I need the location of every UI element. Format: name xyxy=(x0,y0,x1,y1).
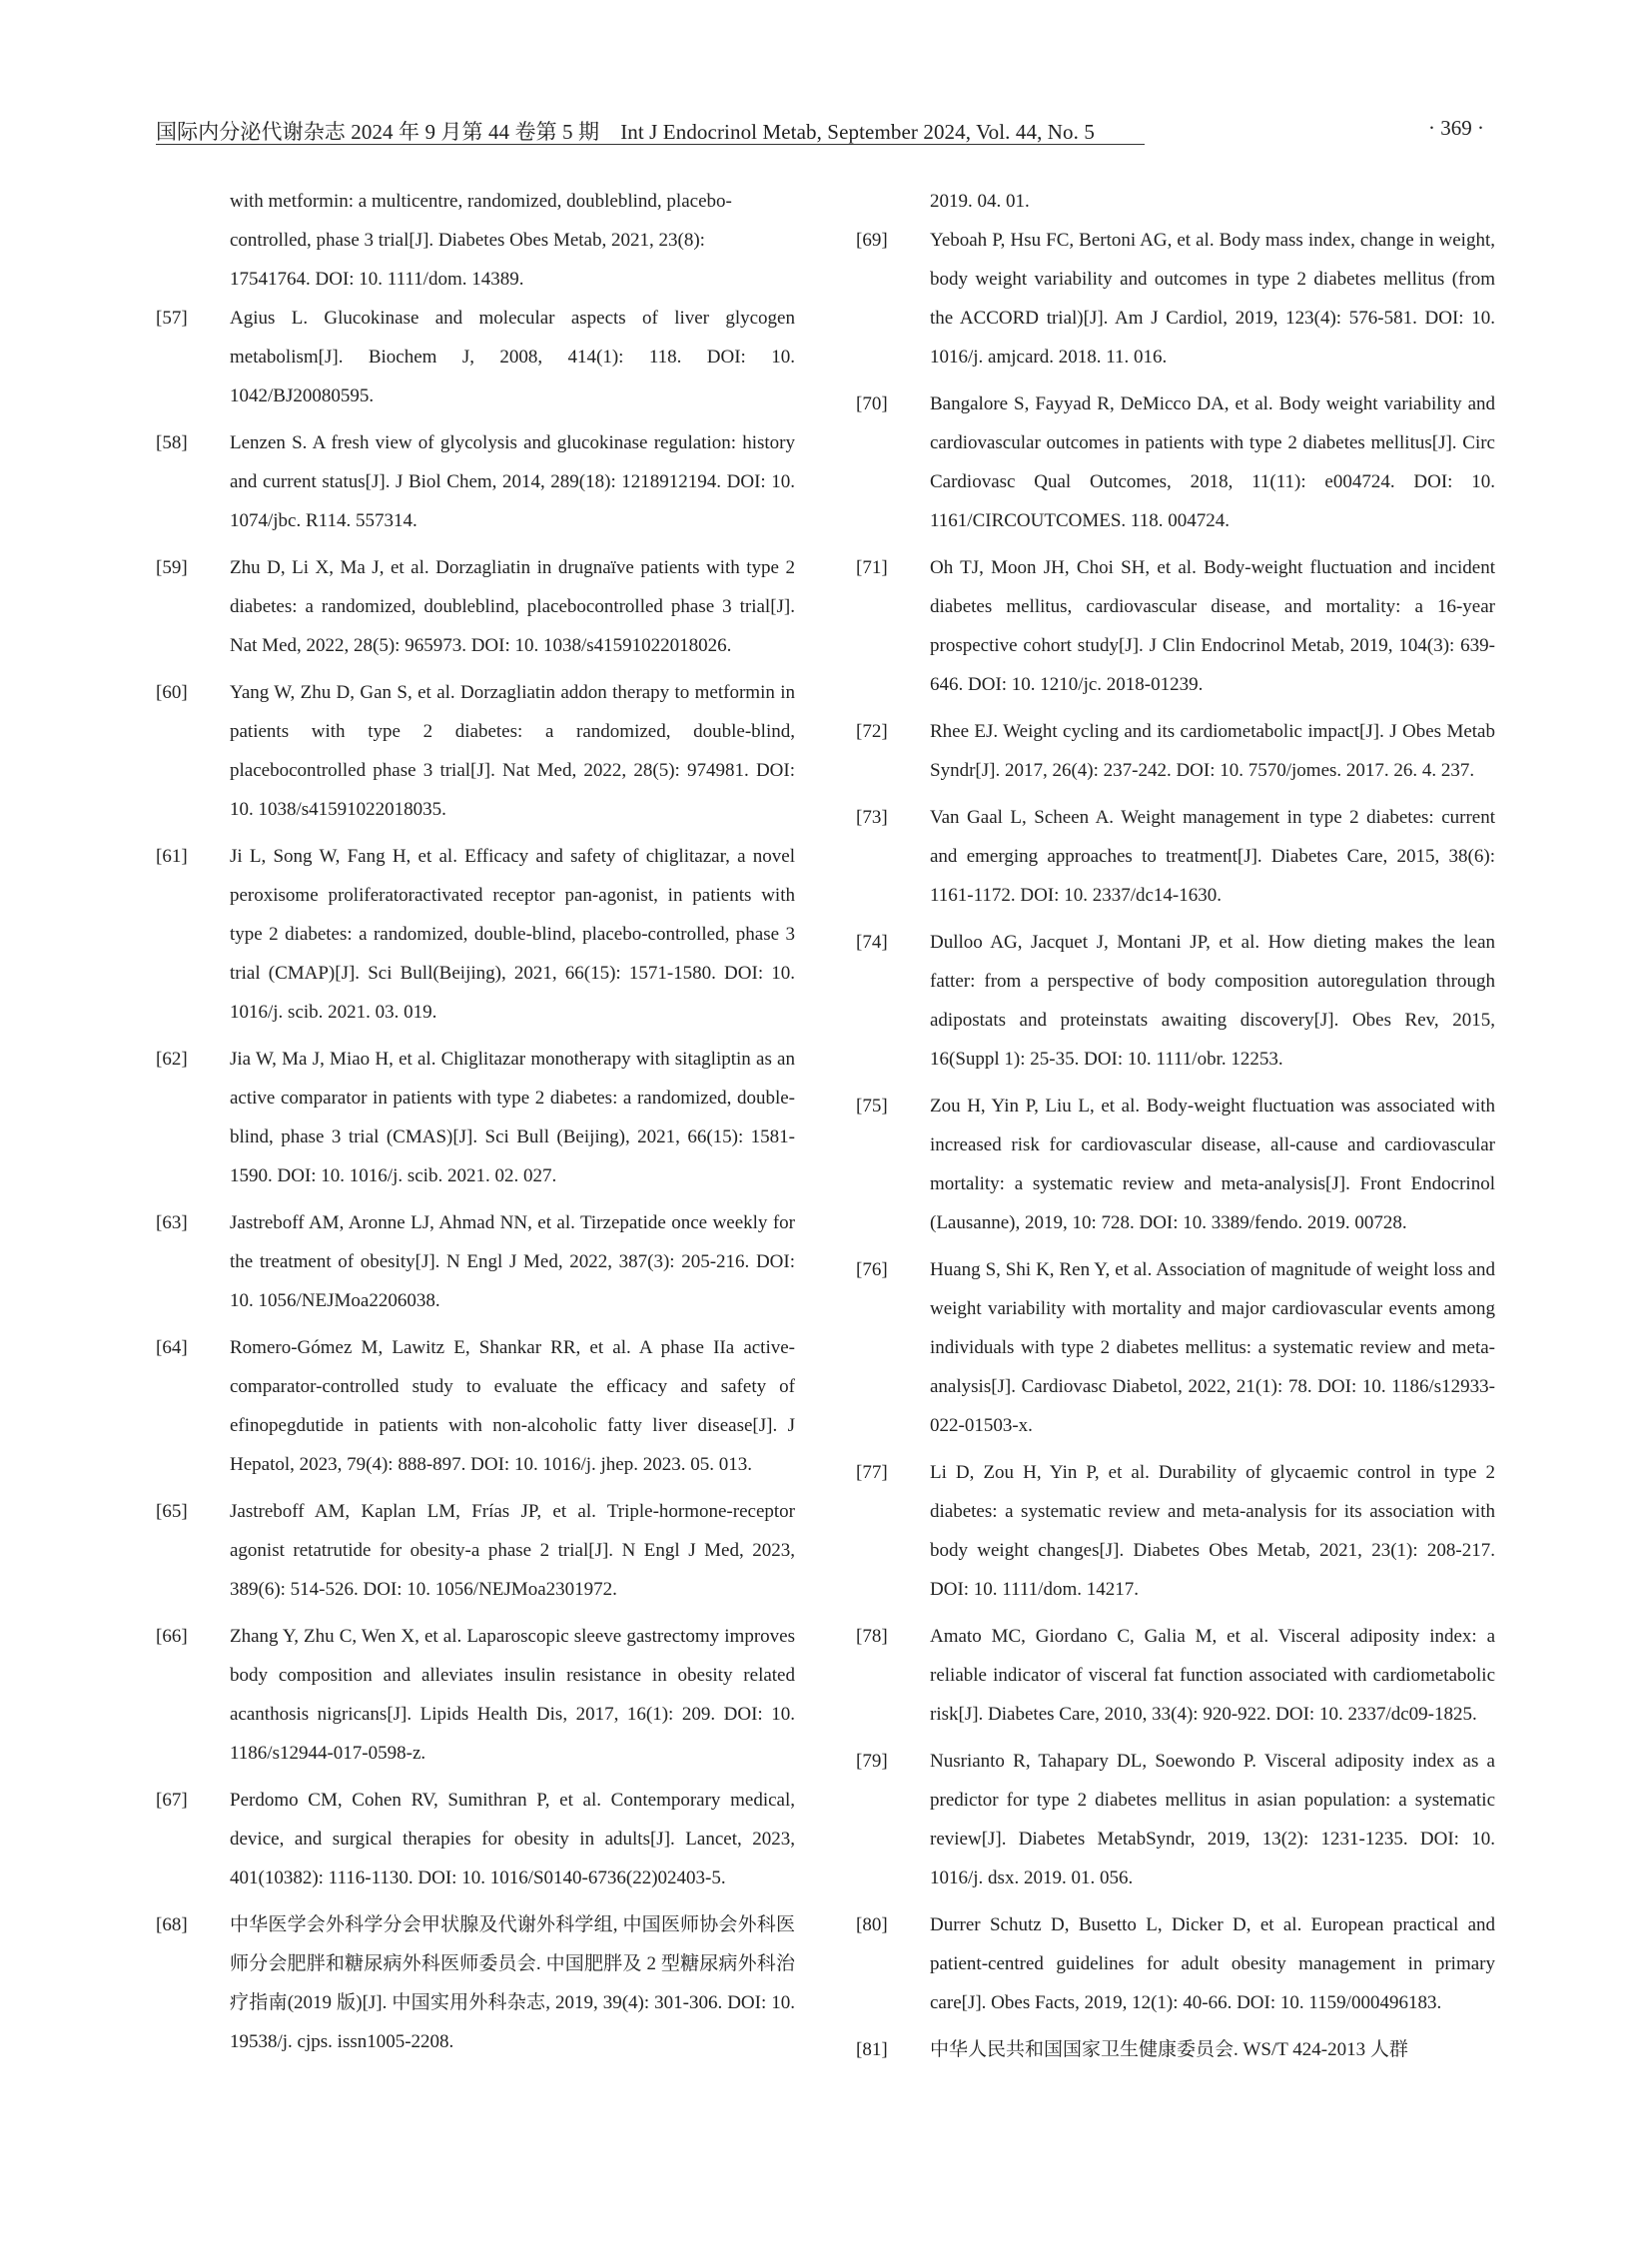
reference-text: Li D, Zou H, Yin P, et al. Durability of glycaemic control in type 2 diabetes: a systematic review and meta-analysis for its association with body weight changes[J]. Diabetes Obes Metab, 2021, 23(1): 208-217. DOI: 10. 1111/dom. 14217. xyxy=(930,1462,1495,1600)
reference-entry xyxy=(856,1905,1495,2022)
left-reference-column xyxy=(156,182,795,2069)
reference-text: Dulloo AG, Jacquet J, Montani JP, et al. How dieting makes the lean fatter: from a perspective of body composition autoregulation through adipostats and proteinstats awaiting discovery[J]. Obes Rev, 2015, 16(Suppl 1): 25-35. DOI: 10. 1111/obr. 12253. xyxy=(930,932,1495,1070)
reference-text: Rhee EJ. Weight cycling and its cardiometabolic impact[J]. J Obes Metab Syndr[J]. 2017, 26(4): 237-242. DOI: 10. 7570/jomes. 2017. 26. 4. 237. xyxy=(930,721,1495,781)
page-number: · 369 · xyxy=(1428,116,1484,140)
reference-number: [57] xyxy=(156,308,188,329)
reference-entry xyxy=(156,1905,795,2061)
reference-entry xyxy=(856,2030,1495,2069)
reference-continuation-line: with metformin: a multicentre, randomized, doubleblind, placebo- xyxy=(230,191,732,212)
reference-entry xyxy=(156,299,795,415)
reference-number: [80] xyxy=(856,1914,888,1935)
journal-running-title: 国际内分泌代谢杂志 2024 年 9 月第 44 卷第 5 期 Int J Endocrinol Metab, September 2024, Vol. 44, No. 5 xyxy=(156,120,1095,144)
reference-entry xyxy=(856,221,1495,376)
reference-text: Van Gaal L, Scheen A. Weight management in type 2 diabetes: current and emerging approaches to treatment[J]. Diabetes Care, 2015, 38(6): 1161-1172. DOI: 10. 2337/dc14-1630. xyxy=(930,807,1495,906)
reference-text: Jia W, Ma J, Miao H, et al. Chiglitazar monotherapy with sitagliptin as an active comparator in patients with type 2 diabetes: a randomized, double-blind, phase 3 trial (CMAS)[J]. Sci Bull (Beijing), 2021, 66(15): 1581-1590. DOI: 10. 1016/j. scib. 2021. 02. 027. xyxy=(230,1049,795,1186)
reference-entry xyxy=(856,1453,1495,1609)
reference-continuation-line: 2019. 04. 01. xyxy=(930,191,1030,212)
reference-number: [62] xyxy=(156,1049,188,1070)
header-rule xyxy=(156,144,1145,145)
reference-text: Ji L, Song W, Fang H, et al. Efficacy and safety of chiglitazar, a novel peroxisome proliferatoractivated receptor pan-agonist, in patients with type 2 diabetes: a randomized, double-blind, placebo-controlled, phase 3 trial (CMAP)[J]. Sci Bull(Beijing), 2021, 66(15): 1571-1580. DOI: 10. 1016/j. scib. 2021. 03. 019. xyxy=(230,846,795,1023)
reference-entry xyxy=(156,1492,795,1609)
reference-continuation-line: controlled, phase 3 trial[J]. Diabetes Obes Metab, 2021, 23(8): xyxy=(230,230,705,251)
reference-text: Nusrianto R, Tahapary DL, Soewondo P. Visceral adiposity index as a predictor for type 2 diabetes mellitus in asian population: a systematic review[J]. Diabetes MetabSyndr, 2019, 13(2): 1231-1235. DOI: 10. 1016/j. dsx. 2019. 01. 056. xyxy=(930,1751,1495,1888)
reference-text: Oh TJ, Moon JH, Choi SH, et al. Body-weight fluctuation and incident diabetes mellitus, cardiovascular disease, and mortality: a 16-year prospective cohort study[J]. J Clin Endocrinol Metab, 2019, 104(3): 639-646. DOI: 10. 1210/jc. 2018-01239. xyxy=(930,557,1495,695)
reference-text: Zou H, Yin P, Liu L, et al. Body-weight fluctuation was associated with increased risk for cardiovascular disease, all-cause and cardiovascular mortality: a systematic review and meta-analysis[J]. Front Endocrinol (Lausanne), 2019, 10: 728. DOI: 10. 3389/fendo. 2019. 00728. xyxy=(930,1096,1495,1233)
reference-entry xyxy=(156,1328,795,1484)
reference-number: [65] xyxy=(156,1501,188,1522)
reference-entry xyxy=(156,1040,795,1195)
reference-entry xyxy=(856,712,1495,790)
reference-text: Yeboah P, Hsu FC, Bertoni AG, et al. Body mass index, change in weight, body weight variability and outcomes in type 2 diabetes mellitus (from the ACCORD trial)[J]. Am J Cardiol, 2019, 123(4): 576-581. DOI: 10. 1016/j. amjcard. 2018. 11. 016. xyxy=(930,230,1495,368)
reference-number: [68] xyxy=(156,1914,188,1935)
reference-number: [81] xyxy=(856,2039,888,2060)
reference-text: Bangalore S, Fayyad R, DeMicco DA, et al. Body weight variability and cardiovascular outcomes in patients with type 2 diabetes mellitus[J]. Circ Cardiovasc Qual Outcomes, 2018, 11(11): e004724. DOI: 10. 1161/CIRCOUTCOMES. 118. 004724. xyxy=(930,393,1495,531)
reference-number: [70] xyxy=(856,393,888,414)
reference-text: Zhang Y, Zhu C, Wen X, et al. Laparoscopic sleeve gastrectomy improves body composition and alleviates insulin resistance in obesity related acanthosis nigricans[J]. Lipids Health Dis, 2017, 16(1): 209. DOI: 10. 1186/s12944-017-0598-z. xyxy=(230,1626,795,1764)
reference-entry xyxy=(856,1250,1495,1445)
right-reference-column xyxy=(856,182,1495,2077)
reference-entry xyxy=(156,548,795,665)
reference-text: Perdomo CM, Cohen RV, Sumithran P, et al. Contemporary medical, device, and surgical therapies for obesity in adults[J]. Lancet, 2023, 401(10382): 1116-1130. DOI: 10. 1016/S0140-6736(22)02403-5. xyxy=(230,1790,795,1888)
reference-text: Amato MC, Giordano C, Galia M, et al. Visceral adiposity index: a reliable indicator of visceral fat function associated with cardiometabolic risk[J]. Diabetes Care, 2010, 33(4): 920-922. DOI: 10. 2337/dc09-1825. xyxy=(930,1626,1495,1725)
reference-number: [59] xyxy=(156,557,188,578)
reference-number: [69] xyxy=(856,230,888,251)
reference-entry xyxy=(156,837,795,1032)
reference-text: Lenzen S. A fresh view of glycolysis and glucokinase regulation: history and current status[J]. J Biol Chem, 2014, 289(18): 1218912194. DOI: 10. 1074/jbc. R114. 557314. xyxy=(230,432,795,531)
page-header xyxy=(156,116,1484,146)
reference-number: [78] xyxy=(856,1626,888,1647)
reference-text: Zhu D, Li X, Ma J, et al. Dorzagliatin in drugnaïve patients with type 2 diabetes: a randomized, doubleblind, placebocontrolled phase 3 trial[J]. Nat Med, 2022, 28(5): 965973. DOI: 10. 1038/s41591022018026. xyxy=(230,557,795,656)
reference-number: [71] xyxy=(856,557,888,578)
reference-entry xyxy=(856,548,1495,704)
reference-entry xyxy=(856,384,1495,540)
reference-entry xyxy=(156,673,795,829)
reference-number: [60] xyxy=(156,682,188,703)
reference-text: 中华医学会外科学分会甲状腺及代谢外科学组, 中国医师协会外科医师分会肥胖和糖尿病外科医师委员会. 中国肥胖及 2 型糖尿病外科治疗指南(2019 版)[J]. 中国实用外科杂志, 2019, 39(4): 301-306. DOI: 10. 19538/j. cjps. issn1005-2208. xyxy=(230,1914,795,2052)
reference-number: [75] xyxy=(856,1096,888,1117)
reference-number: [73] xyxy=(856,807,888,828)
reference-number: [63] xyxy=(156,1212,188,1233)
reference-text: Jastreboff AM, Kaplan LM, Frías JP, et al. Triple-hormone-receptor agonist retatrutide for obesity-a phase 2 trial[J]. N Engl J Med, 2023, 389(6): 514-526. DOI: 10. 1056/NEJMoa2301972. xyxy=(230,1501,795,1600)
reference-entry xyxy=(856,1087,1495,1242)
reference-text: Durrer Schutz D, Busetto L, Dicker D, et al. European practical and patient-centred guidelines for adult obesity management in primary care[J]. Obes Facts, 2019, 12(1): 40-66. DOI: 10. 1159/000496183. xyxy=(930,1914,1495,2013)
reference-entry xyxy=(156,423,795,540)
reference-entry xyxy=(856,1617,1495,1734)
reference-entry xyxy=(156,1203,795,1320)
reference-entry xyxy=(856,923,1495,1079)
reference-text: Jastreboff AM, Aronne LJ, Ahmad NN, et al. Tirzepatide once weekly for the treatment of obesity[J]. N Engl J Med, 2022, 387(3): 205-216. DOI: 10. 1056/NEJMoa2206038. xyxy=(230,1212,795,1311)
reference-text: 中华人民共和国国家卫生健康委员会. WS/T 424-2013 人群 xyxy=(930,2039,1408,2060)
reference-text: Yang W, Zhu D, Gan S, et al. Dorzagliatin addon therapy to metformin in patients with type 2 diabetes: a randomized, double-blind, placebocontrolled phase 3 trial[J]. Nat Med, 2022, 28(5): 974981. DOI: 10. 1038/s41591022018035. xyxy=(230,682,795,820)
reference-text: Huang S, Shi K, Ren Y, et al. Association of magnitude of weight loss and weight variability with mortality and major cardiovascular events among individuals with type 2 diabetes mellitus: a systematic review and meta-analysis[J]. Cardiovasc Diabetol, 2022, 21(1): 78. DOI: 10. 1186/s12933-022-01503-x. xyxy=(930,1259,1495,1436)
reference-entry xyxy=(156,1781,795,1897)
reference-number: [74] xyxy=(856,932,888,953)
reference-number: [64] xyxy=(156,1337,188,1358)
reference-number: [79] xyxy=(856,1751,888,1772)
reference-number: [61] xyxy=(156,846,188,867)
reference-continuation-line: 17541764. DOI: 10. 1111/dom. 14389. xyxy=(230,269,524,290)
reference-text: Romero-Gómez M, Lawitz E, Shankar RR, et al. A phase IIa active-comparator-controlled study to evaluate the efficacy and safety of efinopegdutide in patients with non-alcoholic fatty liver disease[J]. J Hepatol, 2023, 79(4): 888-897. DOI: 10. 1016/j. jhep. 2023. 05. 013. xyxy=(230,1337,795,1475)
reference-number: [67] xyxy=(156,1790,188,1811)
reference-entry xyxy=(156,1617,795,1773)
reference-text: Agius L. Glucokinase and molecular aspects of liver glycogen metabolism[J]. Biochem J, 2008, 414(1): 118. DOI: 10. 1042/BJ20080595. xyxy=(230,308,795,406)
reference-number: [58] xyxy=(156,432,188,453)
reference-number: [77] xyxy=(856,1462,888,1483)
reference-entry xyxy=(856,798,1495,915)
reference-number: [72] xyxy=(856,721,888,742)
reference-number: [66] xyxy=(156,1626,188,1647)
reference-entry xyxy=(856,1742,1495,1897)
reference-number: [76] xyxy=(856,1259,888,1280)
